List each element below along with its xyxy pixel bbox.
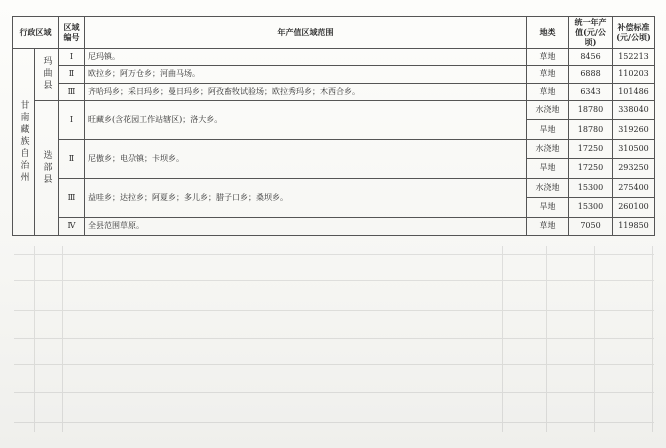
land-type-cell: 草地 xyxy=(527,83,569,100)
land-type-cell: 草地 xyxy=(527,66,569,83)
bleed-through-shadow xyxy=(14,246,654,432)
header-admin-region: 行政区域 xyxy=(13,17,59,49)
header-zone-no: 区域编号 xyxy=(59,17,85,49)
scope-cell: 益哇乡；达拉乡；阿夏乡；多儿乡；腊子口乡；桑坝乡。 xyxy=(85,178,527,217)
zone-cell: Ⅰ xyxy=(59,48,85,65)
comp-cell: 338040 xyxy=(613,100,655,119)
scope-cell: 旺藏乡(含花园工作站辖区)；洛大乡。 xyxy=(85,100,527,139)
value-cell: 6343 xyxy=(569,83,613,100)
table-row xyxy=(13,217,655,235)
zone-cell: Ⅳ xyxy=(59,217,85,235)
comp-cell: 310500 xyxy=(613,139,655,158)
comp-cell: 260100 xyxy=(613,198,655,217)
table-row xyxy=(13,100,655,119)
zone-cell: Ⅰ xyxy=(59,100,85,139)
table-row xyxy=(13,178,655,197)
comp-cell: 101486 xyxy=(613,83,655,100)
comp-cell: 119850 xyxy=(613,217,655,235)
value-cell: 15300 xyxy=(569,198,613,217)
land-type-cell: 草地 xyxy=(527,48,569,65)
value-cell: 17250 xyxy=(569,139,613,158)
land-type-cell: 旱地 xyxy=(527,120,569,139)
value-cell: 8456 xyxy=(569,48,613,65)
comp-cell: 293250 xyxy=(613,159,655,178)
land-type-cell: 水浇地 xyxy=(527,100,569,119)
header-comp-standard: 补偿标准(元/公顷) xyxy=(613,17,655,49)
land-type-cell: 草地 xyxy=(527,217,569,235)
land-type-cell: 水浇地 xyxy=(527,139,569,158)
land-type-cell: 水浇地 xyxy=(527,178,569,197)
land-type-cell: 旱地 xyxy=(527,159,569,178)
zone-cell: Ⅲ xyxy=(59,83,85,100)
comp-cell: 110203 xyxy=(613,66,655,83)
county-diebu-cell: 迭部县 xyxy=(35,100,59,235)
zone-cell: Ⅱ xyxy=(59,139,85,178)
zone-cell: Ⅲ xyxy=(59,178,85,217)
county-maqu-cell: 玛曲县 xyxy=(35,48,59,100)
header-row xyxy=(13,17,655,49)
scope-cell: 全县范围草原。 xyxy=(85,217,527,235)
scope-cell: 欧拉乡；阿万仓乡；河曲马场。 xyxy=(85,66,527,83)
land-type-cell: 旱地 xyxy=(527,198,569,217)
value-cell: 17250 xyxy=(569,159,613,178)
scope-cell: 尼傲乡；电尕镇；卡坝乡。 xyxy=(85,139,527,178)
zone-cell: Ⅱ xyxy=(59,66,85,83)
scope-cell: 尼玛镇。 xyxy=(85,48,527,65)
value-cell: 18780 xyxy=(569,120,613,139)
value-cell: 15300 xyxy=(569,178,613,197)
prefecture-cell: 甘南藏族自治州 xyxy=(13,48,35,235)
table-row xyxy=(13,139,655,158)
header-land-type: 地类 xyxy=(527,17,569,49)
comp-cell: 319260 xyxy=(613,120,655,139)
comp-cell: 275400 xyxy=(613,178,655,197)
comp-cell: 152213 xyxy=(613,48,655,65)
value-cell: 6888 xyxy=(569,66,613,83)
header-unified-value: 统一年产值(元/公顷) xyxy=(569,17,613,49)
compensation-table xyxy=(12,16,655,236)
value-cell: 7050 xyxy=(569,217,613,235)
value-cell: 18780 xyxy=(569,100,613,119)
table-row xyxy=(13,48,655,65)
scope-cell: 齐哈玛乡；采日玛乡；曼日玛乡；阿孜畜牧试验场；欧拉秀玛乡；木西合乡。 xyxy=(85,83,527,100)
table-row xyxy=(13,66,655,83)
header-scope: 年产值区域范围 xyxy=(85,17,527,49)
table-row xyxy=(13,83,655,100)
